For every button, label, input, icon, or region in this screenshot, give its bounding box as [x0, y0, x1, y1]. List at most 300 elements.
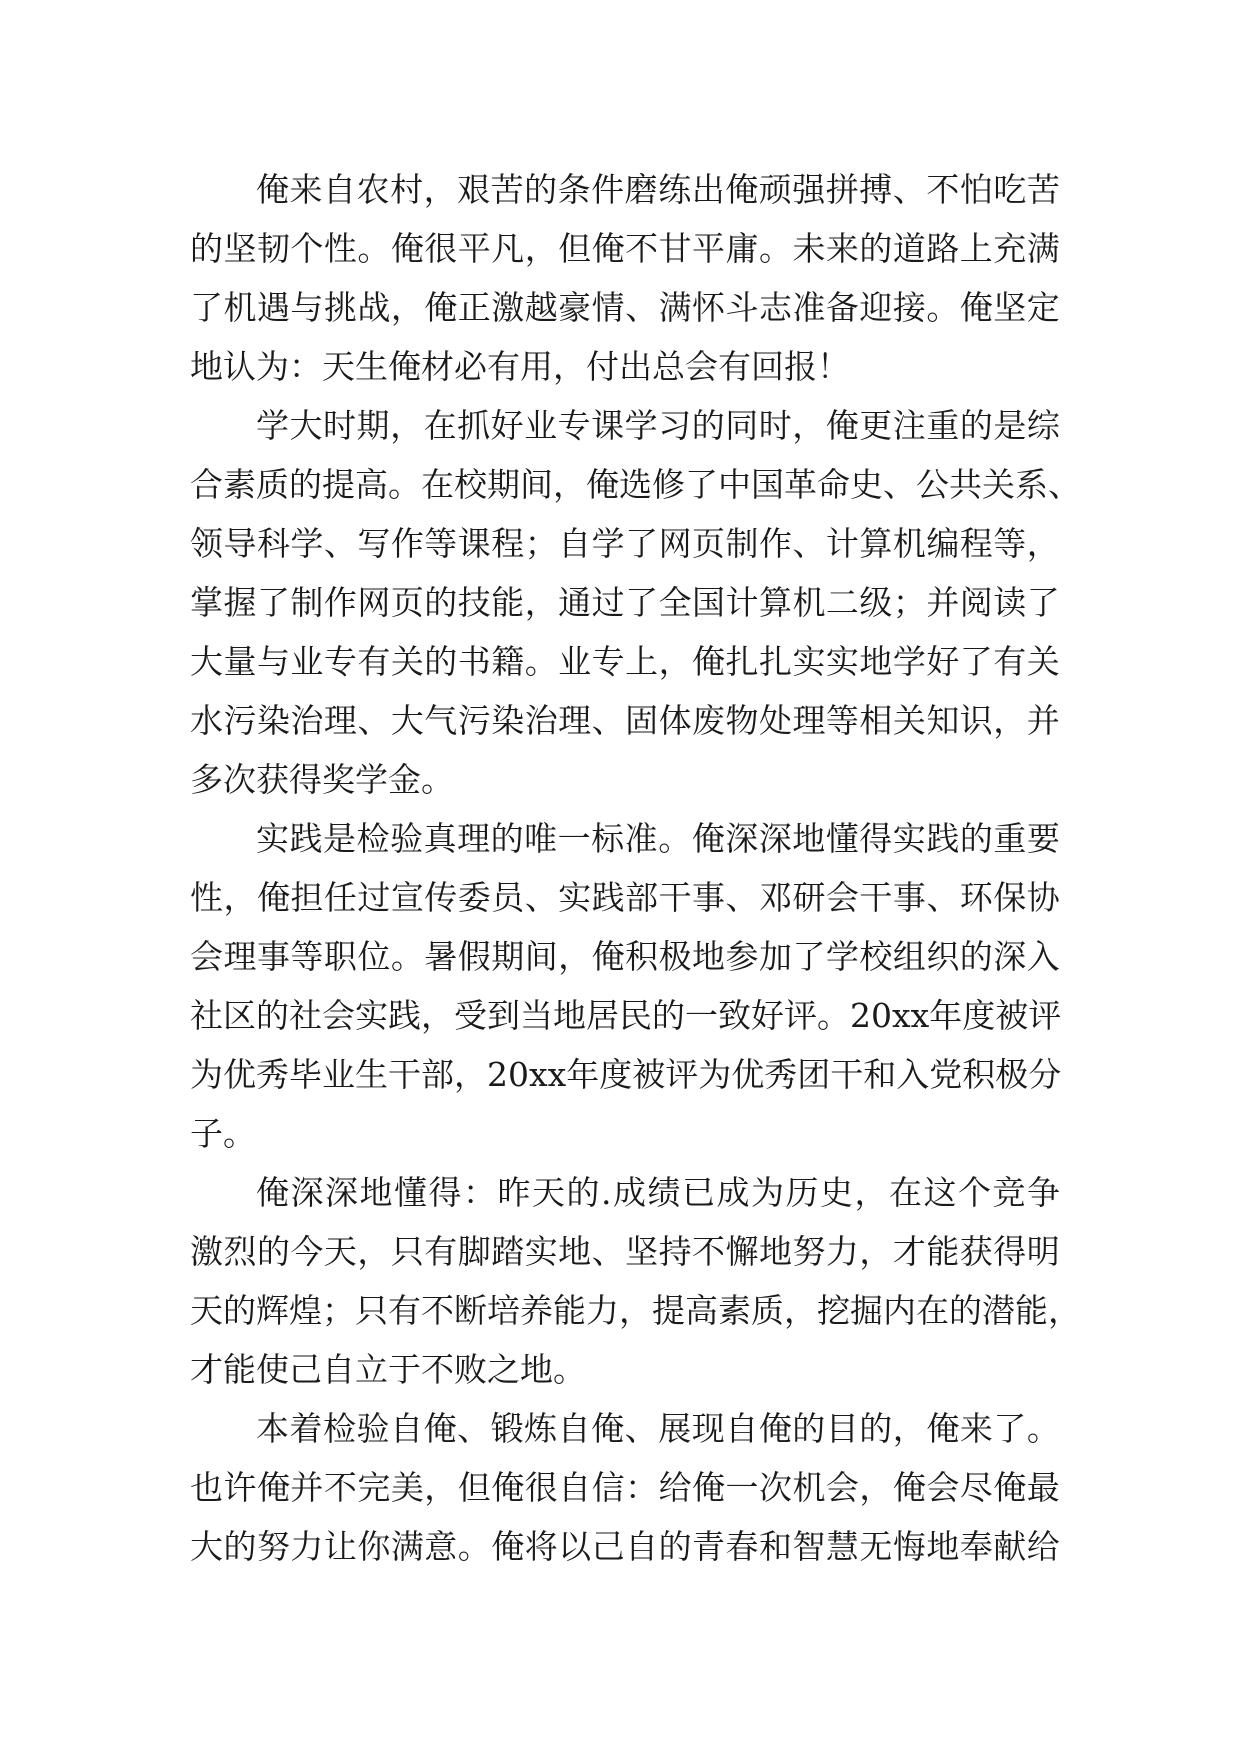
glyph: 。	[357, 229, 391, 268]
glyph: 将	[524, 1527, 558, 1566]
glyph: 社	[289, 996, 322, 1035]
glyph: 着	[289, 1409, 323, 1448]
glyph: 已	[682, 1173, 715, 1212]
glyph: 个	[958, 1173, 991, 1212]
glyph: 培	[487, 1291, 520, 1330]
glyph: 怕	[959, 170, 993, 209]
glyph: ；	[892, 583, 926, 622]
glyph: ，	[423, 170, 457, 209]
glyph: 极	[658, 937, 692, 976]
glyph: 期	[487, 465, 520, 504]
glyph: 过	[591, 583, 625, 622]
glyph: 绩	[647, 1173, 681, 1212]
glyph: 业	[322, 1055, 355, 1094]
glyph: 被	[632, 1055, 666, 1094]
glyph: 准	[792, 288, 826, 327]
glyph: 个	[290, 229, 324, 268]
glyph: 秀	[764, 1055, 798, 1094]
glyph: 煌	[289, 1291, 322, 1330]
text-line	[190, 986, 1060, 1045]
glyph: 得	[428, 1173, 462, 1212]
glyph: 修	[652, 465, 685, 504]
glyph: 自	[557, 1409, 591, 1448]
text-line	[190, 1517, 1060, 1576]
glyph: 艰	[457, 170, 491, 209]
glyph: 俺	[423, 1409, 457, 1448]
glyph: 担	[290, 878, 324, 917]
glyph: 等	[825, 701, 859, 740]
glyph: 研	[792, 878, 826, 917]
glyph: 。	[390, 937, 424, 976]
glyph: 社	[190, 996, 223, 1035]
glyph: 明	[1026, 1232, 1060, 1271]
glyph: 有	[993, 642, 1027, 681]
text-line	[190, 514, 1060, 573]
glyph: 俺	[692, 642, 726, 681]
glyph: 潜	[982, 1291, 1015, 1330]
glyph: 过	[357, 878, 391, 917]
glyph: 实	[355, 996, 388, 1035]
glyph: 。	[1026, 1409, 1060, 1448]
text-line	[190, 809, 1060, 868]
glyph: 准	[624, 819, 658, 858]
glyph: 事	[256, 937, 290, 976]
glyph: 苦	[1026, 170, 1060, 209]
glyph: 历	[785, 1173, 819, 1212]
glyph: 标	[591, 819, 625, 858]
glyph: 的	[959, 406, 993, 445]
glyph: 正	[457, 288, 491, 327]
text-line	[190, 455, 1081, 514]
glyph: 的	[223, 1527, 257, 1566]
glyph: 期	[491, 937, 525, 976]
glyph: 俺	[586, 465, 619, 504]
glyph: ，	[524, 583, 558, 622]
glyph: 上	[625, 642, 659, 681]
glyph: 地	[553, 996, 586, 1035]
glyph: 深	[290, 1173, 324, 1212]
glyph: 自	[625, 1527, 659, 1566]
glyph: 的	[859, 229, 893, 268]
text-line	[190, 691, 1060, 750]
glyph: 提	[322, 465, 355, 504]
glyph: 固	[625, 701, 659, 740]
glyph: 次	[758, 1468, 792, 1507]
glyph: 持	[658, 1232, 692, 1271]
glyph: 平	[692, 229, 726, 268]
glyph: 机	[223, 288, 257, 327]
glyph: 计	[725, 583, 759, 622]
glyph: 并	[1026, 701, 1060, 740]
glyph: 居	[586, 996, 619, 1035]
glyph: 实	[524, 1232, 558, 1271]
glyph: 在	[423, 406, 457, 445]
glyph: 怀	[692, 288, 726, 327]
glyph: 懈	[725, 1232, 759, 1271]
glyph: 20xx	[487, 1055, 567, 1094]
glyph: 满	[658, 288, 692, 327]
glyph: 地	[792, 819, 826, 858]
glyph: 干	[658, 878, 692, 917]
glyph: 民	[619, 996, 652, 1035]
glyph: 关	[982, 465, 1015, 504]
glyph: 度	[962, 996, 996, 1035]
glyph: 上	[959, 229, 993, 268]
glyph: 深	[725, 819, 759, 858]
glyph: 阅	[959, 583, 993, 622]
glyph: 网	[357, 583, 391, 622]
glyph: 等	[290, 937, 324, 976]
glyph: 不	[692, 1232, 726, 1271]
glyph: 路	[926, 229, 960, 268]
glyph: ；	[524, 524, 558, 563]
glyph: 俺	[591, 1409, 625, 1448]
glyph: 得	[859, 819, 893, 858]
glyph: 农	[356, 170, 390, 209]
glyph: 充	[993, 229, 1027, 268]
glyph: 好	[490, 406, 524, 445]
glyph: ，	[993, 701, 1027, 740]
glyph: 的	[424, 583, 458, 622]
glyph: 要	[1026, 819, 1060, 858]
glyph: 只	[390, 1232, 424, 1271]
glyph: 专	[557, 406, 591, 445]
glyph: 污	[223, 701, 257, 740]
glyph: 吃	[993, 170, 1027, 209]
glyph: 优	[731, 1055, 765, 1094]
glyph: 委	[457, 878, 491, 917]
glyph: ，	[1026, 524, 1060, 563]
glyph: 网	[658, 524, 692, 563]
glyph: 的	[959, 819, 993, 858]
glyph: 断	[454, 1291, 487, 1330]
glyph: 能	[926, 1232, 960, 1271]
glyph: 假	[457, 937, 491, 976]
glyph: 豪	[558, 288, 592, 327]
glyph: 本	[256, 1409, 289, 1448]
glyph: 信	[591, 1468, 625, 1507]
glyph: 关	[390, 642, 424, 681]
glyph: 天	[532, 1173, 565, 1212]
glyph: 在	[889, 1173, 922, 1212]
glyph: 合	[190, 465, 223, 504]
glyph: 村	[390, 170, 424, 209]
glyph: 的	[652, 996, 685, 1035]
glyph: 懂	[394, 1173, 427, 1212]
glyph: 俺	[959, 288, 993, 327]
glyph: 情	[591, 288, 625, 327]
text-line: 地认为：天生俺材必有用，付出总会有回报！	[190, 347, 850, 386]
glyph: 很	[424, 229, 458, 268]
glyph: 验	[390, 819, 424, 858]
glyph: 实	[558, 878, 592, 917]
glyph: 、	[725, 878, 759, 917]
glyph: 检	[356, 819, 390, 858]
glyph: 学	[624, 406, 658, 445]
glyph: 搏	[859, 170, 893, 209]
glyph: 评	[1028, 996, 1062, 1035]
glyph: 俺	[591, 229, 625, 268]
glyph: 任	[323, 878, 357, 917]
glyph: 染	[491, 701, 525, 740]
glyph: 积	[625, 937, 659, 976]
glyph: 高	[355, 465, 388, 504]
glyph: 昨	[497, 1173, 531, 1212]
glyph: 业	[558, 642, 592, 681]
glyph: 算	[758, 583, 792, 622]
glyph: ，	[390, 288, 424, 327]
text-line	[190, 160, 1060, 219]
glyph: 践	[591, 878, 625, 917]
glyph: 条	[557, 170, 591, 209]
glyph: 实	[256, 819, 289, 858]
paragraph-5	[190, 1399, 1060, 1576]
glyph: 程	[959, 524, 993, 563]
glyph: 深	[993, 937, 1027, 976]
glyph: 的	[490, 819, 524, 858]
glyph: 道	[892, 229, 926, 268]
glyph: 能	[1015, 1291, 1048, 1330]
glyph: 学	[591, 524, 625, 563]
glyph: 让	[323, 1527, 357, 1566]
document-body	[190, 160, 1081, 1576]
glyph: 甘	[658, 229, 692, 268]
glyph: 协	[1026, 878, 1060, 917]
glyph: 注	[892, 406, 926, 445]
glyph: 坚	[223, 229, 257, 268]
glyph: 平	[457, 229, 491, 268]
glyph: 等	[993, 524, 1027, 563]
glyph: 大	[190, 1527, 223, 1566]
glyph: 事	[892, 878, 926, 917]
glyph: 实	[892, 819, 926, 858]
glyph: 、	[457, 1409, 491, 1448]
glyph: 庸	[725, 229, 759, 268]
glyph: 俺	[491, 1527, 525, 1566]
glyph: 职	[323, 937, 357, 976]
text-line	[190, 1399, 1060, 1458]
glyph: 期	[356, 406, 390, 445]
glyph: 程	[491, 524, 525, 563]
glyph: 你	[357, 1527, 391, 1566]
glyph: 了	[993, 1409, 1027, 1448]
glyph: 智	[792, 1527, 826, 1566]
glyph: 量	[223, 642, 257, 681]
glyph: 入	[896, 1055, 930, 1094]
glyph: 毕	[289, 1055, 322, 1094]
glyph: ，	[784, 1291, 817, 1330]
glyph: 好	[751, 996, 784, 1035]
glyph: 俺	[926, 1409, 960, 1448]
glyph: 坚	[993, 288, 1027, 327]
glyph: 内	[883, 1291, 916, 1330]
text-line	[190, 1163, 1060, 1222]
glyph: 二	[825, 583, 859, 622]
glyph: 顽	[758, 170, 792, 209]
glyph: ；	[322, 1291, 355, 1330]
text-line	[190, 573, 1060, 632]
glyph: 己	[591, 1527, 625, 1566]
glyph: 并	[926, 583, 960, 622]
glyph: 未	[792, 229, 826, 268]
glyph: 是	[993, 406, 1027, 445]
glyph: 检	[323, 1409, 357, 1448]
glyph: 、	[524, 878, 558, 917]
glyph: 编	[926, 524, 960, 563]
text-line	[190, 396, 1060, 455]
paragraph-4	[190, 1163, 1081, 1399]
glyph: 习	[658, 406, 692, 445]
glyph: 体	[658, 701, 692, 740]
glyph: 党	[929, 1055, 963, 1094]
glyph: 区	[223, 996, 256, 1035]
glyph: 性	[190, 878, 223, 917]
glyph: 处	[758, 701, 792, 740]
glyph: 现	[691, 1409, 725, 1448]
glyph: 、	[625, 288, 659, 327]
glyph: 会	[825, 878, 859, 917]
glyph: 学	[892, 642, 926, 681]
glyph: 作	[390, 524, 424, 563]
glyph: 团	[797, 1055, 831, 1094]
glyph: 组	[892, 937, 926, 976]
glyph: 的	[424, 642, 458, 681]
glyph: ，	[792, 406, 826, 445]
glyph: 课	[457, 524, 491, 563]
glyph: 算	[859, 524, 893, 563]
text-line: 才能使己自立于不败之地。	[190, 1350, 586, 1389]
glyph: 俺	[424, 288, 458, 327]
glyph: 暑	[424, 937, 458, 976]
glyph: 秀	[256, 1055, 289, 1094]
glyph: 挖	[817, 1291, 850, 1330]
glyph: 是	[323, 819, 357, 858]
glyph: 唯	[524, 819, 558, 858]
glyph: 为	[190, 1055, 223, 1094]
glyph: 努	[256, 1527, 290, 1566]
glyph: 力	[586, 1291, 619, 1330]
glyph: 。	[457, 1527, 491, 1566]
glyph: 力	[290, 1527, 324, 1566]
glyph: 展	[658, 1409, 692, 1448]
glyph: ，	[1048, 1291, 1081, 1330]
glyph: 了	[625, 524, 659, 563]
glyph: 的	[859, 1409, 893, 1448]
glyph: 受	[454, 996, 487, 1035]
glyph: 气	[424, 701, 458, 740]
glyph: 在	[916, 1291, 949, 1330]
glyph: 史	[820, 1173, 853, 1212]
glyph: 理	[323, 701, 357, 740]
glyph: ：	[463, 1173, 496, 1212]
glyph: 国	[751, 465, 784, 504]
glyph: 领	[190, 524, 223, 563]
glyph: 页	[390, 583, 424, 622]
glyph: 地	[758, 1232, 792, 1271]
glyph: 被	[995, 996, 1029, 1035]
glyph: 地	[926, 1527, 960, 1566]
glyph: 一	[557, 819, 591, 858]
glyph: 综	[1026, 406, 1060, 445]
glyph: 实	[825, 642, 859, 681]
glyph: 不	[421, 1291, 454, 1330]
glyph: 这	[923, 1173, 957, 1212]
glyph: 出	[691, 170, 725, 209]
glyph: 为	[751, 1173, 784, 1212]
glyph: 大	[289, 406, 323, 445]
glyph: 公	[916, 465, 949, 504]
glyph: 业	[290, 642, 324, 681]
glyph: 机	[792, 583, 826, 622]
glyph: 的	[658, 1527, 692, 1566]
glyph: 、	[591, 1232, 625, 1271]
paragraph-2	[190, 396, 1081, 809]
glyph: 俺	[390, 229, 424, 268]
glyph: 相	[859, 701, 893, 740]
glyph: 质	[256, 465, 289, 504]
glyph: 了	[256, 583, 290, 622]
glyph: 目	[825, 1409, 859, 1448]
glyph: 练	[658, 170, 692, 209]
glyph: 了	[625, 583, 659, 622]
glyph: 好	[926, 642, 960, 681]
glyph: 了	[685, 465, 718, 504]
glyph: 无	[859, 1527, 893, 1566]
glyph: ，	[553, 465, 586, 504]
glyph: 评	[784, 996, 817, 1035]
glyph: 加	[758, 937, 792, 976]
glyph: 事	[692, 878, 726, 917]
glyph: 当	[520, 996, 553, 1035]
glyph: 会	[825, 1468, 859, 1507]
glyph: 和	[758, 1527, 792, 1566]
glyph: 天	[323, 1232, 357, 1271]
glyph: 磨	[624, 170, 658, 209]
glyph: 了	[959, 642, 993, 681]
glyph: 的	[256, 1232, 290, 1271]
glyph: 史	[850, 465, 883, 504]
glyph: 实	[792, 642, 826, 681]
glyph: 与	[256, 642, 290, 681]
glyph: ，	[421, 996, 454, 1035]
glyph: 致	[718, 996, 751, 1035]
glyph: 、	[323, 524, 357, 563]
glyph: ，	[854, 1173, 888, 1212]
glyph: 献	[993, 1527, 1027, 1566]
glyph: 学	[825, 937, 859, 976]
glyph: 革	[784, 465, 817, 504]
glyph: 俺	[725, 170, 759, 209]
glyph: 。	[524, 642, 558, 681]
glyph: 高	[685, 1291, 718, 1330]
glyph: 握	[223, 583, 257, 622]
glyph: 竞	[992, 1173, 1026, 1212]
glyph: 同	[725, 406, 759, 445]
glyph: ，	[558, 937, 592, 976]
glyph: 20xx	[850, 996, 930, 1035]
glyph: 作	[323, 583, 357, 622]
glyph: 慧	[825, 1527, 859, 1566]
glyph: 了	[1026, 583, 1060, 622]
glyph: 深	[758, 819, 792, 858]
glyph: 自	[558, 1468, 592, 1507]
glyph: 分	[1028, 1055, 1062, 1094]
paragraph-1	[190, 160, 1060, 396]
glyph: 获	[959, 1232, 993, 1271]
glyph: 宣	[390, 878, 424, 917]
glyph: 染	[256, 701, 290, 740]
glyph: ：	[625, 1468, 659, 1507]
